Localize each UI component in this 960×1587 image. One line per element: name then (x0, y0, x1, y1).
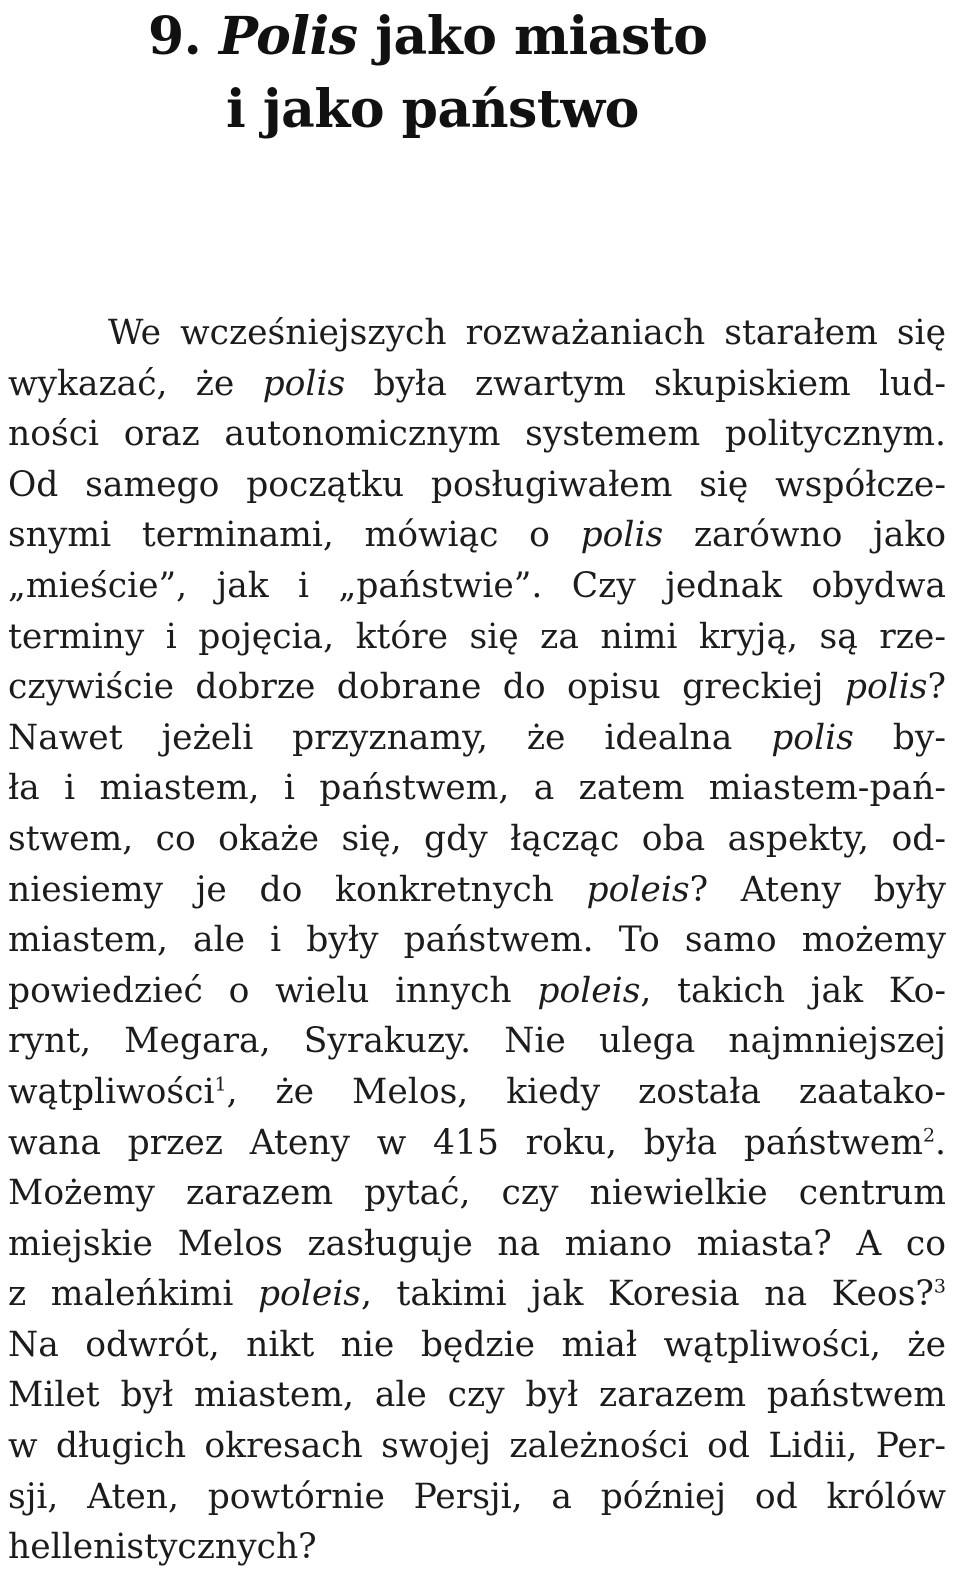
text-run: ? Ateny były (689, 869, 946, 910)
text-run: terminy i pojęcia, które się za nimi kryją, są rze- (8, 616, 946, 657)
text-line (8, 1269, 946, 1320)
text-line (8, 460, 946, 511)
italic-term: poleis (537, 970, 641, 1011)
italic-term: poleis (257, 1274, 361, 1315)
chapter-title (148, 0, 948, 146)
text-run: zarówno jako (663, 515, 947, 556)
chapter-title-line-2: i jako państwo (226, 79, 639, 140)
text-run: miastem, ale i były państwem. To samo możemy (8, 920, 946, 961)
text-run: Na odwrót, nikt nie będzie miał wątpliwości, że (8, 1324, 946, 1365)
footnote-ref: 2 (922, 1124, 936, 1146)
text-run: , takimi jak Koresia na Keos? (360, 1274, 934, 1315)
text-run: by- (853, 717, 947, 758)
footnote-ref: 3 (933, 1275, 946, 1298)
text-line (8, 865, 946, 916)
chapter-title-line-1 (148, 0, 948, 73)
text-run: stwem, co okaże się, gdy łącząc oba aspekty, od- (8, 818, 946, 859)
text-line (8, 1472, 946, 1523)
italic-term: polis (262, 363, 346, 404)
text-line (8, 662, 946, 713)
text-line (8, 561, 946, 612)
footnote-ref: 1 (214, 1073, 227, 1096)
text-run: Od samego początku posługiwałem się współcze- (8, 464, 946, 505)
body-paragraph (8, 308, 946, 1573)
text-run: wykazać, że (8, 363, 263, 404)
text-run: wana przez Ateny w 415 roku, była państwem (8, 1122, 923, 1163)
text-run: niesiemy je do konkretnych (8, 869, 587, 910)
text-run: Nawet jeżeli przyznamy, że idealna (8, 717, 772, 758)
text-line (8, 1522, 946, 1573)
text-run: hellenistycznych? (8, 1527, 317, 1568)
text-run: ła i miastem, i państwem, a zatem miastem-pań- (8, 768, 946, 809)
text-line (8, 359, 946, 410)
text-run: w długich okresach swojej zależności od Lidii, Per- (8, 1426, 946, 1467)
text-line (8, 713, 946, 764)
text-line (8, 409, 946, 460)
text-line (8, 763, 946, 814)
text-line (8, 1168, 946, 1219)
chapter-title-rest: jako miasto (375, 6, 708, 67)
text-line (8, 1370, 946, 1421)
text-line (8, 1421, 946, 1472)
text-run: , że Melos, kiedy została zaatako- (226, 1071, 946, 1112)
text-line (8, 1320, 946, 1371)
text-line (8, 814, 946, 865)
text-run: snymi terminami, mówiąc o (8, 515, 581, 556)
italic-term: polis (844, 667, 928, 708)
text-run: wątpliwości (8, 1071, 215, 1112)
italic-term: polis (580, 515, 664, 556)
text-run: miejskie Melos zasługuje na miano miasta? A co (8, 1223, 946, 1264)
text-run: sji, Aten, powtórnie Persji, a później od królów (8, 1476, 946, 1517)
text-run: rynt, Megara, Syrakuzy. Nie ulega najmniejszej (8, 1021, 946, 1062)
text-run: „mieście”, jak i „państwie”. Czy jednak obydwa (8, 565, 946, 606)
italic-term: polis (771, 717, 854, 758)
chapter-number: 9. (148, 6, 202, 67)
text-line (8, 1067, 946, 1118)
text-run: Możemy zarazem pytać, czy niewielkie centrum (8, 1173, 946, 1214)
text-run: Milet był miastem, ale czy był zarazem państwem (8, 1375, 946, 1416)
text-run: ? (927, 667, 946, 708)
text-line (8, 1016, 946, 1067)
text-run: powiedzieć o wielu innych (8, 970, 538, 1011)
text-line (8, 915, 946, 966)
text-line (8, 1118, 946, 1169)
text-run: czywiście dobrze dobrane do opisu greckiej (8, 667, 845, 708)
text-run: . (935, 1122, 946, 1163)
text-run: była zwartym skupiskiem lud- (345, 363, 946, 404)
text-line (8, 966, 946, 1017)
italic-term: poleis (586, 869, 690, 910)
text-line (8, 308, 946, 359)
text-line (8, 612, 946, 663)
chapter-title-italic: Polis (218, 6, 358, 67)
text-line (8, 510, 946, 561)
text-run: ności oraz autonomicznym systemem politycznym. (8, 414, 946, 455)
text-line (8, 1219, 946, 1270)
text-run: z maleńkimi (8, 1274, 258, 1315)
text-run: , takich jak Ko- (640, 970, 946, 1011)
text-run: We wcześniejszych rozważaniach starałem się (108, 313, 946, 353)
